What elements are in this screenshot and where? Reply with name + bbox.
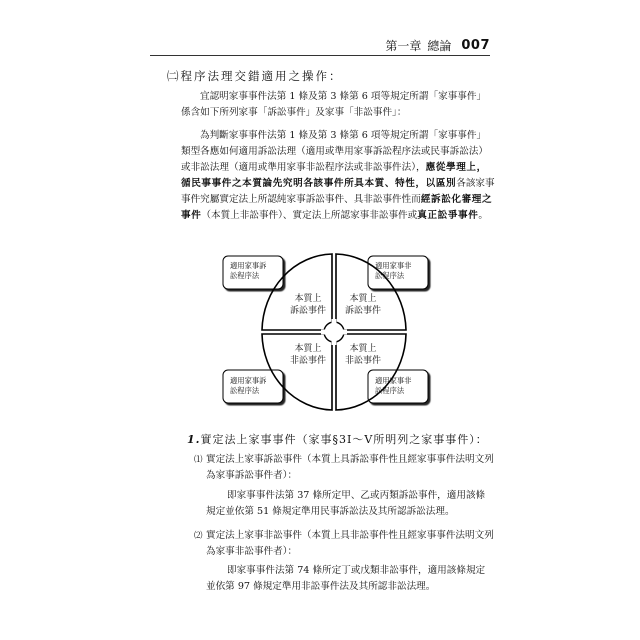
quadrant-label-tr: 本質上 訴訟事件 [344, 294, 381, 316]
para2-text-1: 為判斷家事事件法第 1 條及第 3 條第 6 項等規定所謂「家事事件」類型各應如何適用訴訟法理（適用或準用家事訴訟程序法或民事訴訟法）或非訟法理（適用或準用家事非訟程序法或非訟事件法）， [181, 130, 488, 173]
box-label-bl: 適用家事訴 訟程序法 [230, 376, 267, 395]
box-label-tl: 適用家事訴 訟程序法 [230, 261, 267, 280]
box-label-tr: 適用家事非 訟程序法 [375, 261, 412, 280]
subsection-number: 1. [187, 433, 201, 446]
procedure-diagram [218, 252, 453, 418]
box-label-br: 適用家事非 訟程序法 [375, 376, 412, 395]
para2-bold-3: 真正訟爭事件 [417, 210, 479, 221]
subsection-heading [187, 431, 488, 447]
quadrant-label-tl: 本質上 訴訟事件 [289, 294, 326, 316]
subsection-title: 實定法上家事事件（家事§3Ⅰ～Ⅴ所明列之家事事件）： [200, 433, 488, 446]
item-1-text: 實定法上家事訴訟事件（本質上具訴訟事件性且經家事事件法明文列為家事訴訟事件者）： [206, 454, 494, 481]
header-rule [150, 55, 490, 56]
item-2-detail: 即家事事件法第 74 條所定丁或戊類非訟事件，適用該條規定並依第 97 條規定準用非訟事件法及其所認非訟法理。 [206, 565, 486, 592]
para2-text-2: 各該家事事件究屬實定法上所認純家事訴訟事件、具非訟事件性而 [181, 178, 495, 205]
page-number: 007 [461, 37, 490, 53]
item-2-text: 實定法上家事非訟事件（本質上具非訟事件性且經家事事件法明文列為家事非訟事件者）： [206, 530, 494, 557]
para2-text-3: （本質上非訟事件）、實定法上所認家事非訟事件或 [201, 210, 418, 221]
running-header [382, 37, 490, 53]
quadrant-label-br: 本質上 非訟事件 [344, 344, 381, 366]
item-2-marker: ⑵ [194, 531, 203, 541]
quadrant-label-bl: 本質上 非訟事件 [289, 344, 326, 366]
paragraph-1: 宜認明家事事件法第 1 條及第 3 條第 6 項等規定所謂「家事事件」係含如下所列家事「訴訟事件」及家事「非訟事件」： [181, 91, 487, 118]
item-1-marker: ⑴ [194, 455, 203, 465]
chapter-title: 總論 [427, 38, 452, 53]
para2-bold-2: 經訴訟化審理之事件 [181, 194, 493, 221]
list-item-2 [194, 528, 494, 560]
chapter-label: 第一章 [385, 38, 422, 53]
list-item-1 [194, 452, 494, 484]
paragraph-2 [181, 128, 495, 224]
section-heading: ㈡程序法理交錯適用之操作： [167, 69, 343, 83]
para2-text-4: 。 [478, 210, 489, 221]
item-1-detail: 即家事事件法第 37 條所定甲、乙或丙類訴訟事件，適用該條規定並依第 51 條規定準用民事訴訟法及其所認訴訟法理。 [206, 490, 486, 517]
para2-bold-1: 應從學理上，循民事事件之本質論先究明各該事件所具本質、特性，以區別 [181, 162, 487, 189]
